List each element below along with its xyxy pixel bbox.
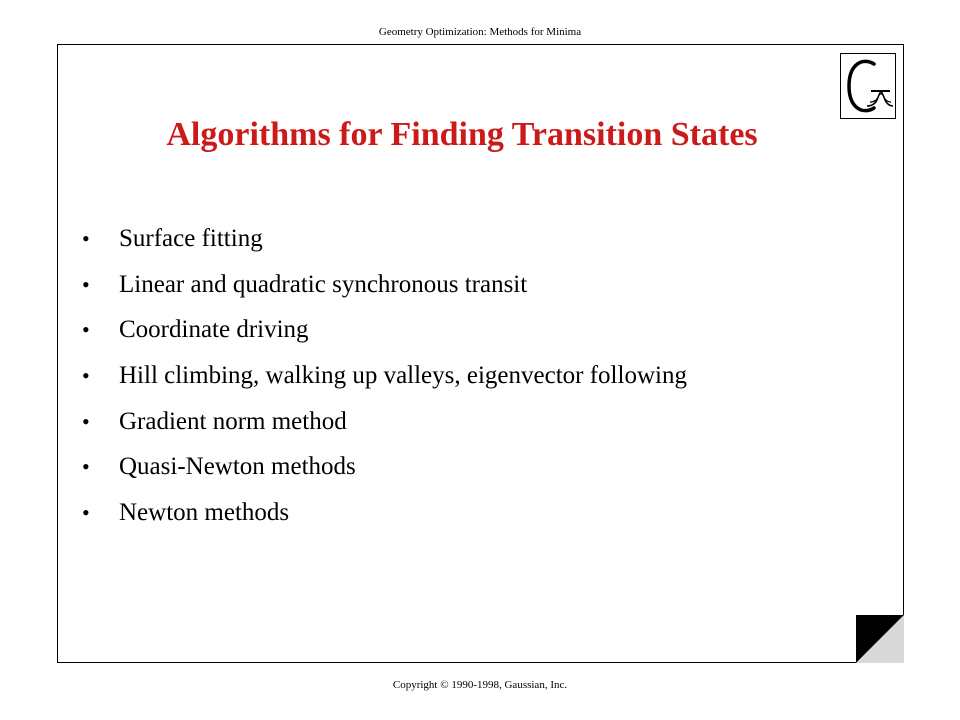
- list-item: [82, 216, 687, 262]
- slide-title: Algorithms for Finding Transition States: [166, 116, 758, 153]
- list-item: [82, 399, 687, 445]
- bullet-marker: •: [82, 408, 90, 434]
- slide-header: Geometry Optimization: Methods for Minima: [378, 26, 582, 38]
- bullet-text: Surface fitting: [119, 225, 263, 252]
- bullet-text: Gradient norm method: [119, 407, 347, 435]
- bullet-marker: •: [82, 226, 90, 251]
- bullet-text: Quasi-Newton methods: [119, 453, 356, 481]
- bullet-list: [82, 216, 687, 536]
- bullet-marker: •: [82, 363, 90, 389]
- bullet-marker: •: [82, 271, 90, 297]
- bullet-text: Hill climbing, walking up valleys, eigenvector following: [119, 362, 687, 390]
- bullet-text: Coordinate driving: [119, 316, 309, 344]
- bullet-marker: •: [82, 454, 90, 480]
- list-item: [82, 444, 687, 490]
- bullet-text: Newton methods: [119, 499, 290, 527]
- list-item: [82, 353, 687, 399]
- copyright-footer: Copyright © 1990-1998, Gaussian, Inc.: [392, 679, 568, 691]
- bullet-text: Linear and quadratic synchronous transit: [119, 270, 528, 298]
- bullet-marker: •: [82, 500, 90, 526]
- list-item: [82, 307, 687, 353]
- list-item: [82, 490, 687, 536]
- page-curl-icon[interactable]: [856, 615, 904, 663]
- gaussian-logo-icon: [840, 53, 896, 119]
- list-item: [82, 262, 687, 308]
- bullet-marker: •: [82, 317, 90, 343]
